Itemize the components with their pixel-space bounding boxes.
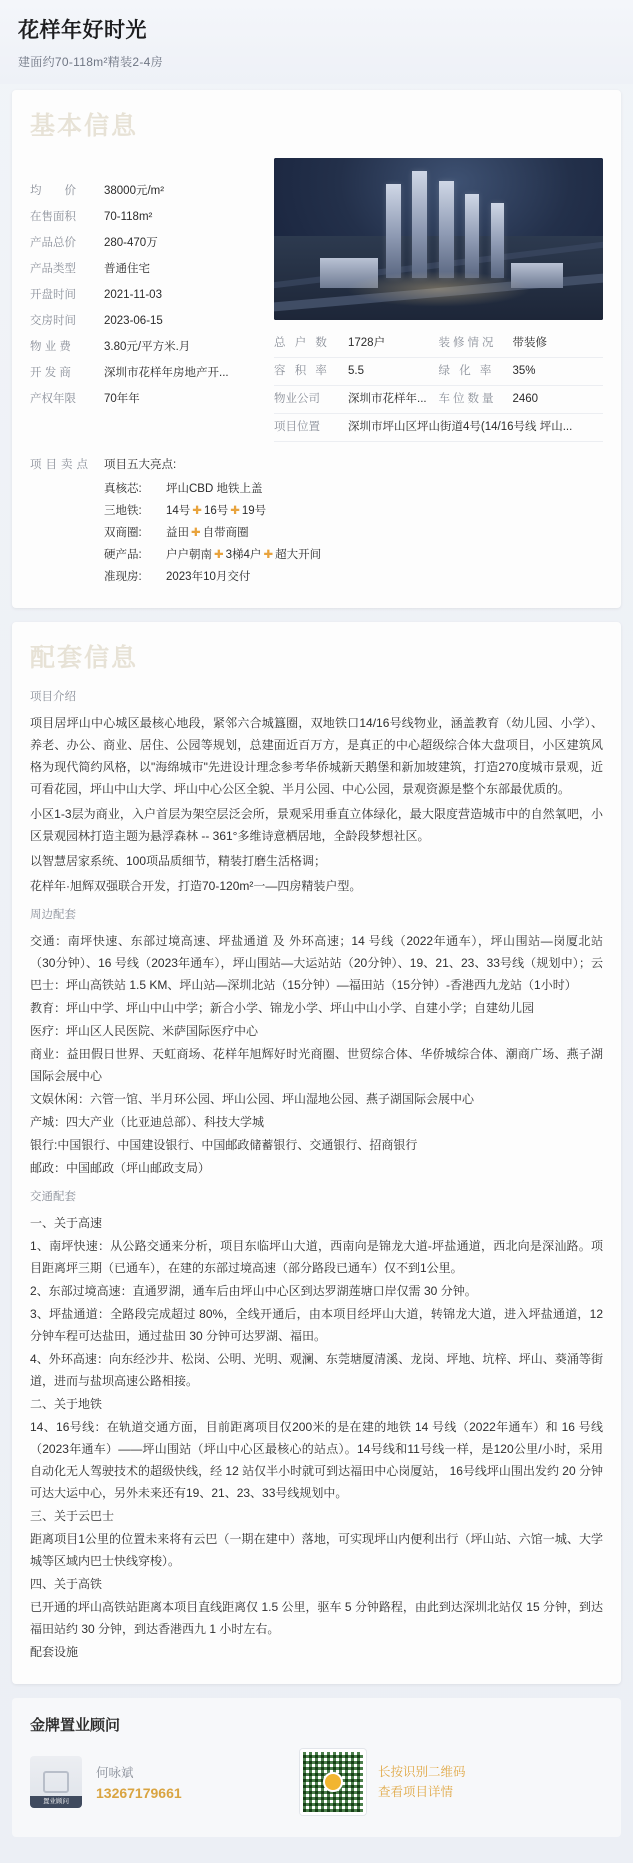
point-part: 超大开间	[275, 549, 322, 561]
plus-icon: ✚	[214, 549, 224, 561]
point-value	[166, 522, 249, 544]
page-title: 花样年好时光	[18, 19, 147, 42]
spec-row	[30, 230, 262, 256]
spec-value: 2023-06-15	[104, 315, 163, 327]
traffic-line: 距离项目1公里的位置未来将有云巴（一期在建中）落地，可实现坪山内便利出行（坪山站、六馆一城、大学城等区域内巴士快线穿梭）。	[30, 1532, 603, 1568]
grid-value: 1728户	[348, 337, 386, 349]
spec-label: 产权年限	[30, 393, 76, 405]
plus-icon: ✚	[230, 505, 240, 517]
point-key: 真核芯:	[104, 483, 142, 495]
point-part: 19号	[241, 505, 267, 517]
grid-value: 深圳市花样年...	[348, 393, 427, 405]
plus-icon: ✚	[263, 549, 274, 561]
spec-label: 物 业 费	[30, 341, 71, 353]
agent-footer	[12, 1698, 621, 1837]
facilities-title: 配套信息	[30, 644, 139, 672]
grid-value: 带装修	[512, 337, 547, 349]
spec-label: 开 发 商	[30, 367, 71, 379]
page-header	[0, 0, 633, 84]
traffic-label: 交通配套	[30, 1191, 76, 1203]
traffic-line: 3、坪盐通道：全路段完成超过 80%，全线开通后，由本项目经坪山大道，转锦龙大道，进入坪盐通道，12 分钟车程可达盐田，通过盐田 30 分钟可达罗湖、福田。	[30, 1307, 603, 1343]
tower-icon	[412, 171, 427, 278]
traffic-block	[30, 1393, 603, 1504]
around-line: 交通：南坪快速、东部过境高速、坪盐通道 及 外环高速；14 号线（2022年通车），坪山围站—岗厦北站（30分钟）、16 号线（2023年通车），坪山围站—大运站站（20分钟）、19、21、23、33号线（规划中）；云巴士：坪山高铁站 1.5 KM、坪山站—深圳北站（15分钟）—福田站（15分钟）-香港西九龙站（1小时）	[30, 934, 603, 992]
spec-row	[30, 282, 262, 308]
qr-center-logo-icon	[323, 1772, 343, 1792]
around-line: 文娱休闲：六管一馆、半月环公园、坪山公园、坪山湿地公园、燕子湖国际会展中心	[30, 1092, 475, 1106]
intro-paragraph: 以智慧居家系统、100项品质细节，精装打磨生活格调；	[30, 854, 327, 868]
intro-paragraph: 花样年·旭辉双强联合开发，打造70-120m²一—四房精装户型。	[30, 879, 362, 893]
basic-info-top	[30, 156, 603, 442]
grid-row-location	[274, 414, 603, 442]
avatar	[30, 1756, 82, 1808]
around-line: 邮政：中国邮政（坪山邮政支局）	[30, 1161, 211, 1175]
point-value	[166, 544, 321, 566]
selling-points-head: 项目五大亮点:	[104, 459, 177, 471]
agent-name: 何咏斌	[96, 1766, 134, 1780]
facility-tail: 配套设施	[30, 1645, 79, 1659]
traffic-line: 已开通的坪山高铁站距离本项目直线距离仅 1.5 公里，驱车 5 分钟路程，由此到达深圳北站仅 15 分钟，到达福田站约 30 分钟，到达香港西九 1 小时左右。	[30, 1600, 603, 1636]
point-part: 户户朝南	[166, 549, 212, 561]
basic-info-grid	[274, 330, 603, 442]
traffic-block-head: 四、关于高铁	[30, 1577, 103, 1591]
grid-label: 车位数量	[438, 393, 497, 405]
traffic-block-head: 三、关于云巴士	[30, 1509, 115, 1523]
around-line: 医疗：坪山区人民医院、米萨国际医疗中心	[30, 1024, 259, 1038]
selling-points-body	[104, 456, 603, 588]
point-part: 自带商圈	[202, 527, 249, 539]
plus-icon: ✚	[192, 505, 202, 517]
traffic-block	[30, 1573, 603, 1640]
selling-point-item	[104, 500, 603, 522]
render-illustration	[274, 158, 603, 320]
grid-row	[439, 330, 604, 358]
traffic-line: 4、外环高速：向东经沙井、松岗、公明、光明、观澜、东莞塘厦清溪、龙岗、坪地、坑梓、坪山、葵涌等街道，进而与盐坝高速公路相接。	[30, 1352, 603, 1388]
grid-value: 深圳市坪山区坪山街道4号(14/16号线 坪山...	[348, 421, 573, 433]
spec-row	[30, 360, 262, 386]
grid-label: 容 积 率	[274, 365, 330, 377]
traffic-line: 1、南坪快速：从公路交通来分析，项目东临坪山大道，西南向是锦龙大道-坪盐通道，西北向是深汕路。项目距离坪三期（已通车），在建的东部过境高速（部分路段已通车）仅不到1公里。	[30, 1239, 603, 1275]
point-key: 三地铁:	[104, 505, 142, 517]
point-part: 16号	[203, 505, 229, 517]
around-line: 产城：四大产业（比亚迪总部）、科技大学城	[30, 1115, 265, 1129]
spec-row	[30, 308, 262, 334]
selling-point-item	[104, 566, 603, 588]
spec-row	[30, 256, 262, 282]
selling-point-item	[104, 544, 603, 566]
page-subtitle: 建面约70-118m²精装2-4房	[18, 55, 163, 69]
point-value: 坪山CBD 地铁上盖	[166, 483, 263, 495]
traffic-line: 14、16号线：在轨道交通方面，目前距离项目仅200米的是在建的地铁 14 号线（2022年通车）和 16 号线（2023年通车）——坪山围站（坪山中心区最核心的站点）。14号线和11号线一样，是120公里/小时，采用自动化无人驾驶技术的超级快线，经 12 站仅半小时就可到达福田中心岗厦站， 16号线坪山围出发约 20 分钟可达大运中心，另外未来还有19、21、23、33号线规划中。	[30, 1420, 603, 1500]
traffic-block-head: 一、关于高速	[30, 1216, 103, 1230]
spec-value: 38000元/m²	[104, 185, 165, 197]
grid-row	[274, 330, 439, 358]
spec-label: 在售面积	[30, 211, 76, 223]
point-part: 3梯4户	[225, 549, 262, 561]
point-key: 双商圈:	[104, 527, 142, 539]
grid-row	[274, 386, 439, 414]
grid-label: 总 户 数	[274, 337, 330, 349]
agent-info	[96, 1763, 182, 1801]
intro-paragraph: 项目居坪山中心城区最核心地段，紧邻六合城簋圈，双地铁口14/16号线物业，涵盖教育（幼儿园、小学）、养老、办公、商业、居住、公园等规划，总建面近百万方，是真正的中心超级综合体大盘项目，小区建筑风格为现代简约风格，以"海绵城市"先进设计理念参考华侨城新天鹅堡和新加坡建筑，打造270度城市景观，近可看花园，坪山中山大学、坪山中心公区全貌、半月公园、中心公园，景观资源是整个东部最优质的。	[30, 716, 603, 796]
spec-value: 70年年	[104, 393, 140, 405]
spec-label: 交房时间	[30, 315, 76, 327]
around-line: 教育：坪山中学、坪山中山中学；新合小学、锦龙小学、坪山中山小学、自建小学；自建幼儿园	[30, 1001, 535, 1015]
tower-icon	[465, 194, 479, 278]
intro-label: 项目介绍	[30, 691, 76, 703]
point-key: 硬产品:	[104, 549, 142, 561]
spec-label: 产品类型	[30, 263, 76, 275]
grid-label: 项目位置	[274, 421, 320, 433]
photo-placeholder-icon	[43, 1771, 69, 1793]
spec-list	[30, 156, 262, 442]
grid-label: 装修情况	[438, 337, 497, 349]
footer-title: 金牌置业顾问	[30, 1717, 121, 1734]
point-key: 准现房:	[104, 571, 142, 583]
selling-point-item	[104, 522, 603, 544]
point-value: 2023年10月交付	[166, 571, 251, 583]
grid-value: 2460	[512, 393, 539, 405]
grid-value: 35%	[512, 365, 536, 377]
qr-text	[378, 1762, 466, 1802]
point-part: 益田	[166, 527, 189, 539]
traffic-block-head: 二、关于地铁	[30, 1397, 103, 1411]
tower-icon	[386, 184, 401, 278]
grid-row	[274, 358, 439, 386]
agent-block[interactable]	[30, 1756, 300, 1808]
qr-line-2: 查看项目详情	[378, 1785, 454, 1799]
spec-row	[30, 334, 262, 360]
grid-row	[439, 358, 604, 386]
tower-icon	[491, 203, 504, 278]
around-lines	[30, 930, 603, 1179]
qr-line-1: 长按识别二维码	[378, 1765, 466, 1779]
project-render-image	[274, 158, 603, 442]
basic-info-title: 基本信息	[30, 112, 139, 140]
traffic-block	[30, 1505, 603, 1572]
spec-label: 开盘时间	[30, 289, 76, 301]
footer-body	[30, 1749, 603, 1815]
spec-value: 深圳市花样年房地产开...	[104, 367, 229, 379]
plus-icon: ✚	[191, 527, 201, 539]
selling-points	[30, 456, 603, 588]
facilities-card	[12, 622, 621, 1684]
agent-phone[interactable]: 13267179661	[96, 1785, 182, 1801]
spec-row	[30, 204, 262, 230]
traffic-block	[30, 1212, 603, 1392]
basic-info-card	[12, 90, 621, 608]
around-label: 周边配套	[30, 909, 76, 921]
spec-label: 产品总价	[30, 237, 76, 249]
grid-label: 绿 化 率	[438, 365, 495, 377]
tower-icon	[439, 181, 454, 278]
light-glow	[346, 271, 530, 307]
spec-value: 280-470万	[104, 237, 158, 249]
spec-value: 普通住宅	[104, 263, 150, 275]
spec-value: 2021-11-03	[104, 289, 162, 301]
grid-label: 物业公司	[274, 393, 320, 405]
around-line: 商业：益田假日世界、天虹商场、花样年旭辉好时光商圈、世贸综合体、华侨城综合体、潮商广场、燕子湖国际会展中心	[30, 1047, 603, 1083]
traffic-line: 2、东部过境高速：直通罗湖，通车后由坪山中心区到达罗湖莲塘口岸仅需 30 分钟。	[30, 1284, 477, 1298]
spec-row	[30, 386, 262, 412]
spec-value: 70-118m²	[104, 211, 153, 223]
avatar-tag: 置业顾问	[30, 1796, 82, 1808]
selling-point-item	[104, 478, 603, 500]
spec-label: 均 价	[30, 185, 76, 197]
qr-block[interactable]	[300, 1749, 466, 1815]
around-line: 银行:中国银行、中国建设银行、中国邮政储蓄银行、交通银行、招商银行	[30, 1138, 418, 1152]
grid-value: 5.5	[348, 365, 364, 377]
spec-row	[30, 178, 262, 204]
point-part: 14号	[166, 505, 191, 517]
selling-points-label: 项目卖点	[30, 459, 92, 471]
qr-code-icon[interactable]	[300, 1749, 366, 1815]
grid-row	[439, 386, 604, 414]
intro-paragraph: 小区1-3层为商业，入户首层为架空层泛会所，景观采用垂直立体绿化，最大限度营造城市中的自然氧吧，小区景观园林打造主题为悬浮森林 -- 361°多维诗意栖居地，全龄段梦想社区。	[30, 807, 603, 843]
intro-paragraphs	[30, 712, 603, 897]
spec-value: 3.80元/平方米.月	[104, 341, 191, 353]
point-value	[166, 500, 266, 522]
